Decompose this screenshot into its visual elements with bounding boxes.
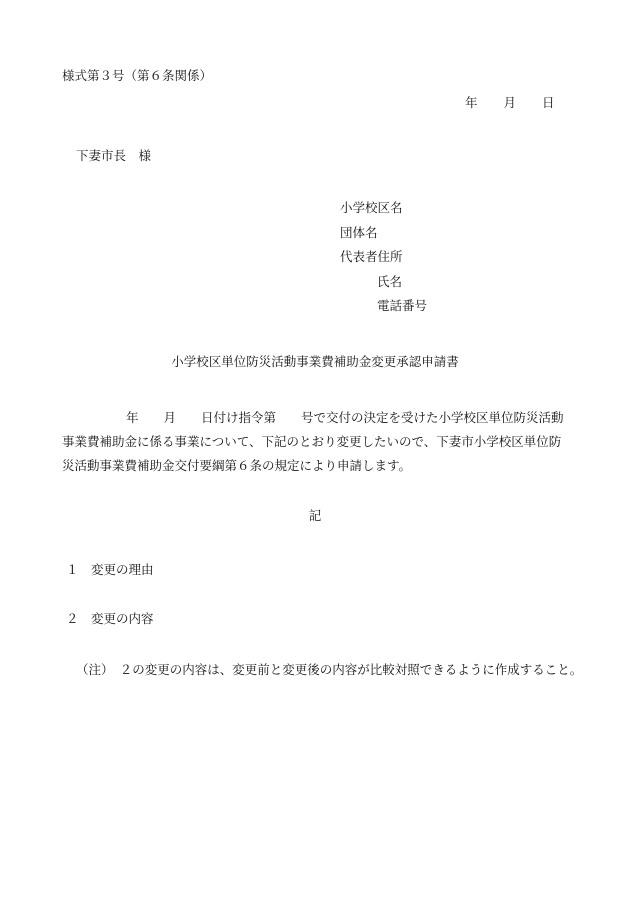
phone-label: 電話番号 — [377, 298, 428, 313]
date-line — [465, 97, 555, 110]
body-line-3: 災活動事業費補助金交付要綱第６条の規定により申請します。 — [62, 458, 412, 473]
caution-note: （注） ２の変更の内容は、変更前と変更後の内容が比較対照できるように作成すること。 — [76, 662, 583, 677]
organization-label: 団体名 — [340, 224, 378, 240]
date-year-label: 年 — [465, 95, 478, 110]
date-day-label: 日 — [542, 95, 555, 110]
ki-heading: 記 — [308, 508, 322, 523]
representative-address-label: 代表者住所 — [340, 249, 403, 264]
form-number: 様式第３号（第６条関係） — [62, 68, 213, 83]
applicant-block — [340, 202, 427, 325]
date-month-label: 月 — [503, 95, 517, 110]
school-district-label: 小学校区名 — [340, 200, 403, 215]
document-title: 小学校区単位防災活動事業費補助金変更承認申請書 — [171, 354, 459, 369]
body-line-2: 事業費補助金に係る事業について、下記のとおり変更したいので、下妻市小学校区単位防 — [62, 434, 562, 449]
addressee: 下妻市長 様 — [76, 148, 152, 163]
item-change-content: ２ 変更の内容 — [66, 611, 154, 626]
body-paragraph — [62, 406, 582, 478]
item-change-reason: １ 変更の理由 — [66, 562, 154, 577]
name-label: 氏名 — [377, 273, 403, 289]
body-line-1: 年 月 日付け指令第 号で交付の決定を受けた小学校区単位防災活動 — [126, 410, 564, 425]
